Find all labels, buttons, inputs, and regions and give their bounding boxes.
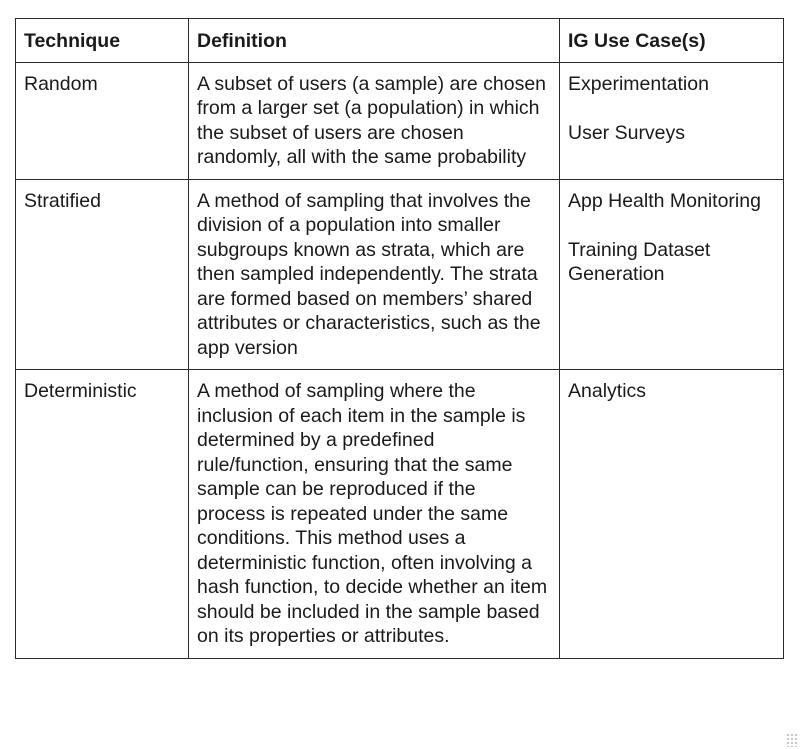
technique-cell: Deterministic bbox=[16, 370, 189, 659]
use-case-item: Analytics bbox=[568, 380, 647, 402]
sampling-techniques-table bbox=[15, 18, 784, 659]
header-definition: Definition bbox=[189, 19, 560, 63]
table-row-random bbox=[16, 62, 784, 179]
header-technique: Technique bbox=[16, 19, 189, 63]
definition-cell: A subset of users (a sample) are chosen from a larger set (a population) in which the subset of users are chosen randomly, all with the same probability bbox=[189, 62, 560, 179]
use-case-item: App Health Monitoring bbox=[568, 189, 761, 212]
header-use-cases: IG Use Case(s) bbox=[560, 19, 784, 63]
use-case-cell bbox=[560, 370, 784, 659]
table-row-deterministic bbox=[16, 370, 784, 659]
resize-handle-icon[interactable] bbox=[786, 733, 798, 747]
table-header-row bbox=[16, 19, 784, 63]
table-row-stratified bbox=[16, 179, 784, 370]
definition-cell: A method of sampling that involves the division of a population into smaller subgroups known as strata, which are then sampled independently. The strata are formed based on members’ shared attributes or characteristics, such as the app version bbox=[189, 179, 560, 370]
use-case-cell bbox=[560, 179, 784, 370]
definition-cell: A method of sampling where the inclusion of each item in the sample is determined by a predefined rule/function, ensuring that the same sample can be reproduced if the process is repeated under the same conditions. This method uses a deterministic function, often involving a hash function, to decide whether an item should be included in the sample based on its properties or attributes. bbox=[189, 370, 560, 659]
technique-cell: Stratified bbox=[16, 179, 189, 370]
technique-cell: Random bbox=[16, 62, 189, 179]
use-case-cell bbox=[560, 62, 784, 179]
use-case-item: User Surveys bbox=[568, 121, 686, 144]
use-case-item: Experimentation bbox=[568, 72, 709, 95]
use-case-item: Training Dataset Generation bbox=[568, 238, 711, 285]
